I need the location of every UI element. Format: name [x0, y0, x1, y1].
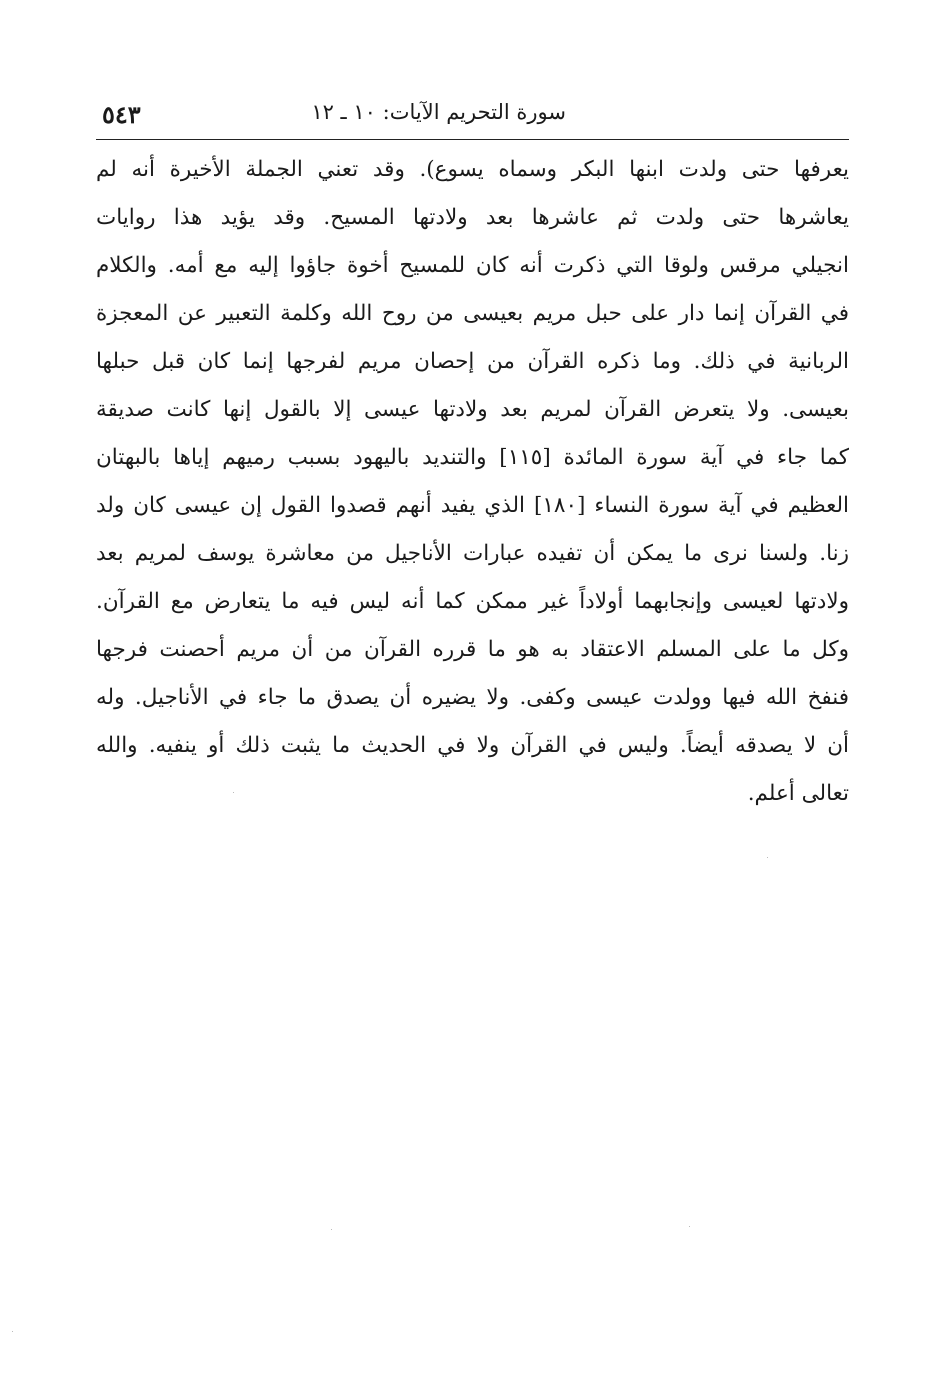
paper-speck: [12, 1331, 13, 1332]
text-line: وكل ما على المسلم الاعتقاد به هو ما قرره القرآن من أن مريم أحصنت فرجها: [96, 637, 849, 662]
paper-speck: [689, 1226, 690, 1227]
body-text: [96, 146, 849, 818]
text-line: فنفخ الله فيها وولدت عيسى وكفى. ولا يضيره أن يصدق ما جاء في الأناجيل. وله: [96, 685, 849, 710]
page-number: ٥٤٣: [102, 100, 141, 129]
paper-speck: [767, 857, 768, 858]
text-line: في القرآن إنما دار على حبل مريم بعيسى من روح الله وكلمة التعبير عن المعجزة: [96, 301, 849, 326]
text-line-last: تعالى أعلم.: [747, 781, 849, 806]
text-line: أن لا يصدقه أيضاً. وليس في القرآن ولا في الحديث ما يثبت ذلك أو ينفيه. والله: [96, 733, 849, 758]
header-rule: [96, 139, 849, 140]
text-line: انجيلي مرقس ولوقا التي ذكرت أنه كان للمسيح أخوة جاؤوا إليه مع أمه. والكلام: [96, 253, 849, 278]
paper-speck: [233, 792, 234, 793]
text-line: بعيسى. ولا يتعرض القرآن لمريم بعد ولادتها عيسى إلا بالقول إنها كانت صديقة: [96, 397, 849, 422]
paper-speck: [331, 1229, 332, 1230]
running-title: سورة التحريم الآيات: ١٠ ـ ١٢: [311, 100, 566, 124]
text-line: يعاشرها حتى ولدت ثم عاشرها بعد ولادتها المسيح. وقد يؤيد هذا روايات: [96, 205, 849, 230]
running-head: [96, 94, 849, 134]
text-line: ولادتها لعيسى وإنجابهما أولاداً غير ممكن كما أنه ليس فيه ما يتعارض مع القرآن.: [96, 589, 849, 614]
text-line: زنا. ولسنا نرى ما يمكن أن تفيده عبارات الأناجيل من معاشرة يوسف لمريم بعد: [96, 541, 849, 566]
text-line: كما جاء في آية سورة المائدة [١١٥] والتنديد باليهود بسبب رميهم إياها بالبهتان: [96, 445, 849, 470]
text-line: العظيم في آية سورة النساء [١٨٠] الذي يفيد أنهم قصدوا القول إن عيسى كان ولد: [96, 493, 849, 518]
text-line: يعرفها حتى ولدت ابنها البكر وسماه يسوع). وقد تعني الجملة الأخيرة أنه لم: [96, 157, 849, 182]
text-line: الربانية في ذلك. وما ذكره القرآن من إحصان مريم لفرجها إنما كان قبل حبلها: [96, 349, 849, 374]
